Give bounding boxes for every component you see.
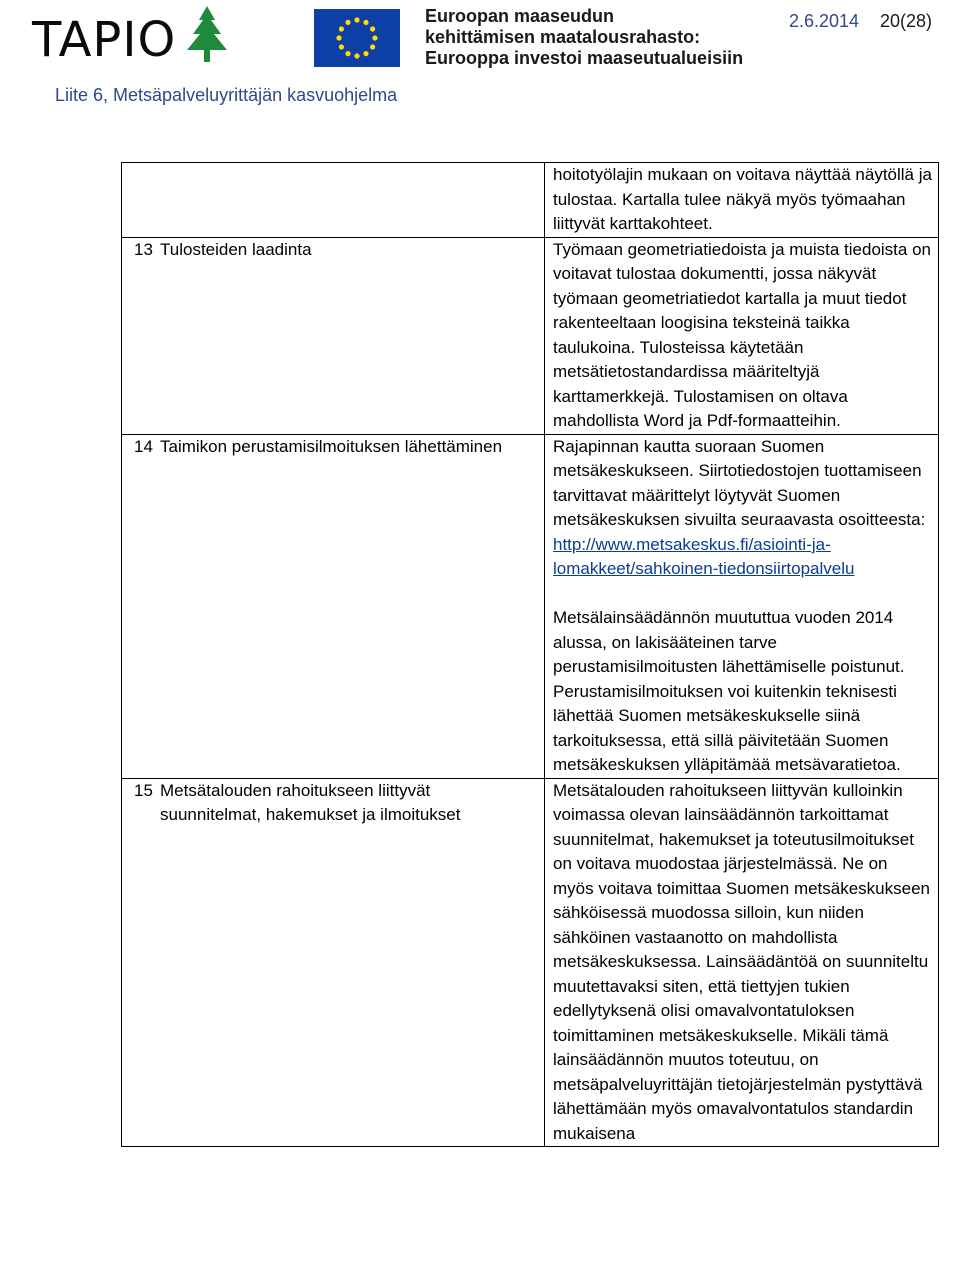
table-row xyxy=(122,237,939,434)
eu-fund-text xyxy=(425,6,743,69)
row-name xyxy=(160,163,545,238)
table-row xyxy=(122,778,939,1147)
document-subtitle: Liite 6, Metsäpalveluyrittäjän kasvuohjelma xyxy=(55,85,398,105)
paragraph-gap xyxy=(553,582,932,607)
row-number xyxy=(122,163,161,238)
page-number: 20(28) xyxy=(880,11,933,31)
table-row xyxy=(122,434,939,778)
eu-text-line: Eurooppa investoi maaseutualueisiin xyxy=(425,48,744,68)
tapio-logo-text: TAPIO xyxy=(32,12,177,68)
row-name: Taimikon perustamisilmoituksen lähettäminen xyxy=(160,434,545,778)
row-description: hoitotyölajin mukaan on voitava näyttää näytöllä ja tulostaa. Kartalla tulee näkyä myös työmaahan liittyvät karttakohteet. xyxy=(545,163,939,238)
eu-flag-icon xyxy=(314,9,400,67)
row-description-cell xyxy=(545,434,939,778)
row-name: Tulosteiden laadinta xyxy=(160,237,545,434)
requirements-table xyxy=(121,162,939,1147)
page-header xyxy=(0,0,960,80)
row-description: Rajapinnan kautta suoraan Suomen metsäkeskukseen. Siirtotiedostojen tuottamiseen tarvittavat määrittelyt löytyvät Suomen metsäkeskuksen sivuilta seuraavasta osoitteesta: xyxy=(553,436,926,529)
eu-text-line: Euroopan maaseudun xyxy=(425,6,615,26)
row-description: Metsätalouden rahoitukseen liittyvän kulloinkin voimassa olevan lainsäädännön tarkoittamat suunnitelmat, hakemukset ja toteutusilmoitukset on voitava muodostaa järjestelmässä. Ne on myös voitava toimittaa Suomen metsäkeskukseen sähköisessä muodossa silloin, kun niiden sähköinen vastaanotto on mahdollista metsäkeskuksessa. Lainsäädäntöä on suunniteltu muutettavaksi siten, että tiettyjen tukien edellytyksenä olisi omavalvontatuloksen toimittaminen metsäkeskukselle. Mikäli tämä lainsäädännön muutos toteutuu, on metsäpalveluyrittäjän tietojärjestelmän pystyttävä lähettämään myös omavalvontatulos standardin mukaisena xyxy=(545,778,939,1147)
eu-text-line: kehittämisen maatalousrahasto: xyxy=(425,27,701,47)
row-number: 14 xyxy=(122,434,161,778)
row-number: 13 xyxy=(122,237,161,434)
row-name: Metsätalouden rahoitukseen liittyvät suunnitelmat, hakemukset ja ilmoitukset xyxy=(160,778,545,1147)
table-row xyxy=(122,163,939,238)
row-description-2: Metsälainsäädännön muututtua vuoden 2014 alussa, on lakisääteinen tarve perustamisilmoitusten lähettämiselle poistunut. Perustamisilmoituksen voi kuitenkin teknisesti lähettää Suomen metsäkeskukselle siinä tarkoituksessa, että sillä päivitetään Suomen metsäkeskuksen ylläpitämää metsävaratietoa. xyxy=(553,608,905,774)
spruce-tree-icon xyxy=(185,6,229,64)
row-description: Työmaan geometriatiedoista ja muista tiedoista on voitavat tulostaa dokumentti, jossa näkyvät työmaan geometriatiedot kartalla ja muut tiedot rakenteeltaan loogisina teksteinä taikka taulukoina. Tulosteissa käytetään metsätietostandardissa määriteltyjä karttamerkkejä. Tulostamisen on oltava mahdollista Word ja Pdf-formaatteihin. xyxy=(545,237,939,434)
metsakeskus-link[interactable]: http://www.metsakeskus.fi/asiointi-ja-lomakkeet/sahkoinen-tiedonsiirtopalvelu xyxy=(553,534,855,578)
row-number: 15 xyxy=(122,778,161,1147)
document-date: 2.6.2014 xyxy=(789,11,860,31)
